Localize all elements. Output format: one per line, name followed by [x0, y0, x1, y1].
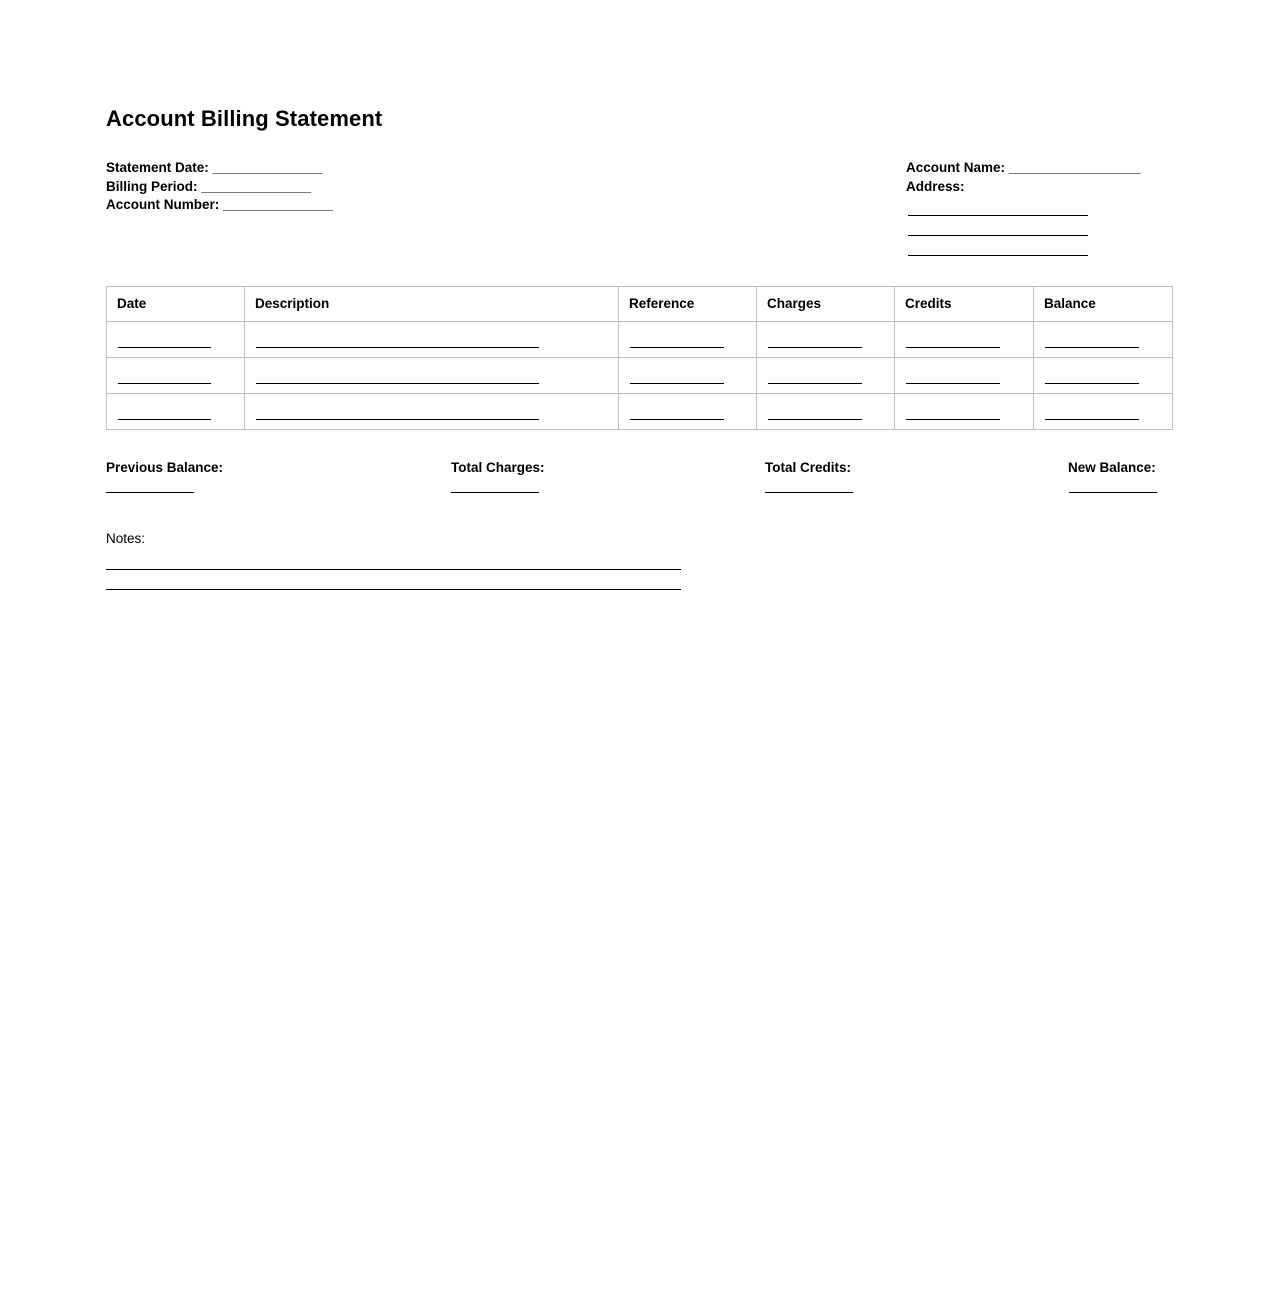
statement-date-field[interactable] [106, 159, 333, 178]
previous-balance-field [106, 460, 223, 493]
account-name-label: Account Name: [906, 160, 1006, 175]
cell-date[interactable] [107, 322, 245, 358]
billing-statement-page [106, 0, 1172, 590]
new-balance-input[interactable] [1069, 492, 1157, 493]
total-credits-input[interactable] [765, 492, 853, 493]
address-label: Address: [906, 178, 965, 194]
address-line-2[interactable] [908, 235, 1088, 236]
previous-balance-input[interactable] [106, 492, 194, 493]
cell-credits[interactable] [895, 358, 1034, 394]
billing-period-field[interactable] [106, 178, 333, 197]
column-header-credits: Credits [895, 287, 1034, 322]
total-charges-input[interactable] [451, 492, 539, 493]
previous-balance-label: Previous Balance: [106, 460, 224, 475]
billing-period-input[interactable]: _______________ [201, 178, 311, 194]
table-row [107, 322, 1173, 358]
statement-header-right [906, 159, 1140, 256]
column-header-balance: Balance [1034, 287, 1173, 322]
table-row [107, 358, 1173, 394]
cell-charges[interactable] [757, 394, 895, 430]
new-balance-label: New Balance: [1068, 460, 1156, 475]
cell-date[interactable] [107, 358, 245, 394]
cell-reference[interactable] [619, 394, 757, 430]
billing-period-label: Billing Period: [106, 178, 198, 194]
statement-date-input[interactable]: _______________ [212, 160, 323, 175]
cell-reference[interactable] [619, 322, 757, 358]
cell-date[interactable] [107, 394, 245, 430]
total-charges-label: Total Charges: [451, 460, 545, 475]
notes-line-2[interactable] [106, 589, 681, 590]
notes-label: Notes: [106, 531, 146, 546]
total-credits-field [765, 460, 853, 493]
address-line-1[interactable] [908, 215, 1088, 216]
column-header-charges: Charges [757, 287, 895, 322]
cell-credits[interactable] [895, 394, 1034, 430]
table-row [107, 394, 1173, 430]
column-header-description: Description [245, 287, 619, 322]
transactions-table [106, 286, 1173, 430]
total-credits-label: Total Credits: [765, 460, 852, 475]
column-header-reference: Reference [619, 287, 757, 322]
column-header-date: Date [107, 287, 245, 322]
address-input-lines [906, 215, 1140, 256]
statement-header-left [106, 159, 333, 215]
cell-description[interactable] [245, 394, 619, 430]
table-header-row [107, 287, 1173, 322]
account-name-field[interactable] [906, 159, 1140, 178]
cell-balance[interactable] [1034, 358, 1173, 394]
cell-credits[interactable] [895, 322, 1034, 358]
cell-description[interactable] [245, 322, 619, 358]
page-title: Account Billing Statement [106, 106, 383, 131]
notes-line-1[interactable] [106, 569, 681, 570]
account-number-label: Account Number: [106, 197, 220, 212]
statement-date-label: Statement Date: [106, 160, 209, 175]
summary-totals [106, 460, 1172, 506]
new-balance-field [1068, 460, 1157, 493]
cell-reference[interactable] [619, 358, 757, 394]
cell-charges[interactable] [757, 358, 895, 394]
account-name-input[interactable]: __________________ [1008, 160, 1141, 175]
total-charges-field [451, 460, 545, 493]
cell-charges[interactable] [757, 322, 895, 358]
account-number-input[interactable]: _______________ [223, 197, 333, 212]
cell-description[interactable] [245, 358, 619, 394]
cell-balance[interactable] [1034, 394, 1173, 430]
cell-balance[interactable] [1034, 322, 1173, 358]
account-number-field[interactable] [106, 196, 333, 215]
notes-section [106, 530, 1172, 590]
address-line-3[interactable] [908, 255, 1088, 256]
statement-header [106, 159, 1172, 259]
